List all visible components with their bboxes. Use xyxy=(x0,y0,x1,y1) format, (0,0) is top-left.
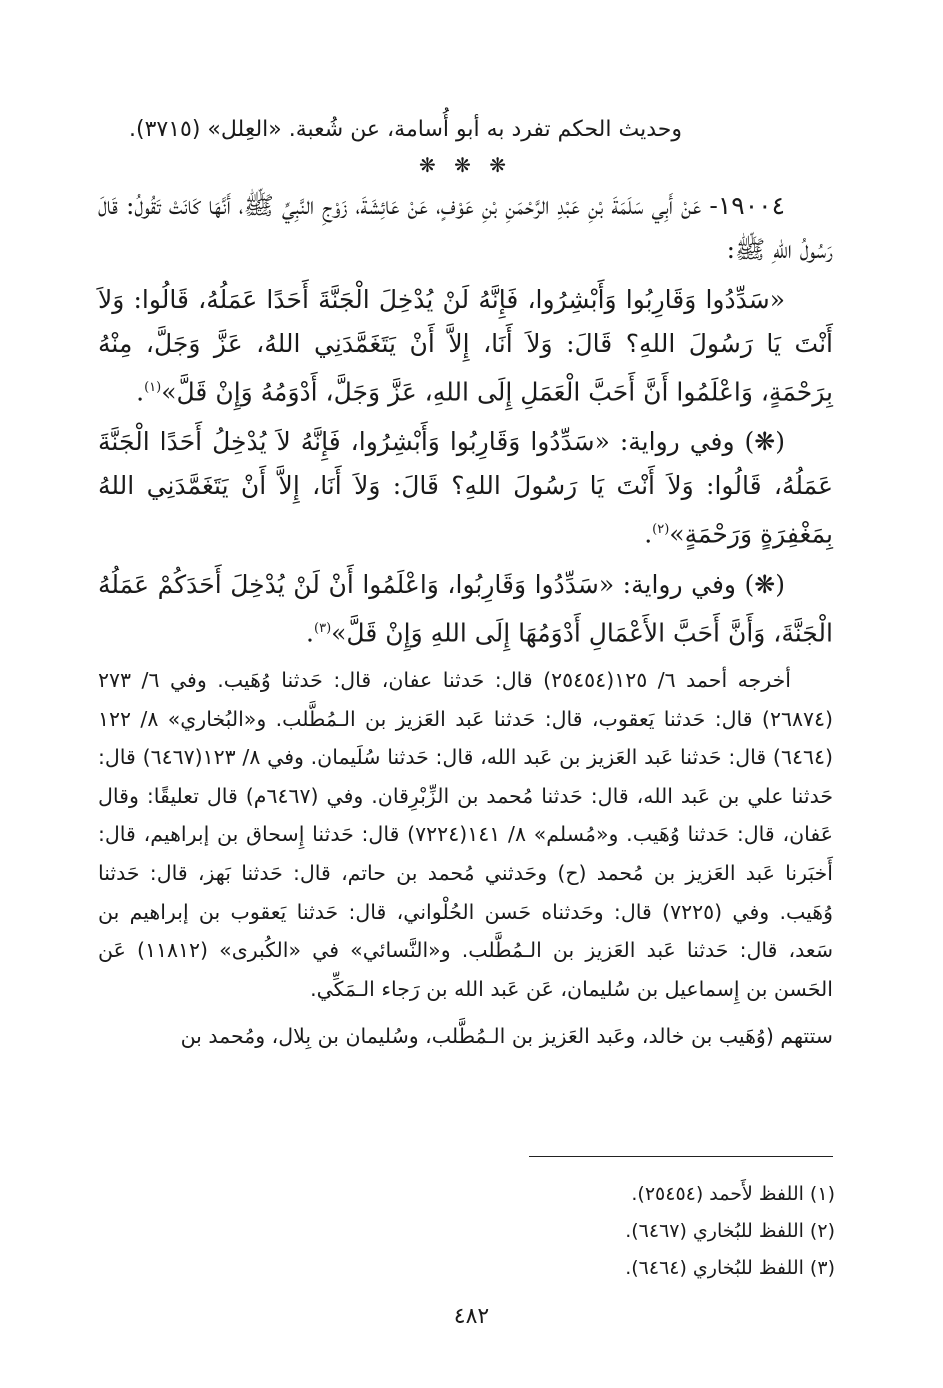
hadith-matn: «سَدِّدُوا وَقَارِبُوا وَأَبْشِرُوا، فَإِنَّهُ لَنْ يُدْخِلَ الْجَنَّةَ أَحَدًا عَمَلُهُ، قَالُوا: وَلاَ أَنْتَ يَا رَسُولَ اللهِ؟ قَالَ: وَلاَ أَنَا، إِلاَّ أَنْ يَتَغَمَّدَنِي اللهُ، عَزَّ وَجَلَّ، مِنْهُ بِرَحْمَةٍ، وَاعْلَمُوا أَنَّ أَحَبَّ الْعَمَلِ إِلَى اللهِ، عَزَّ وَجَلَّ، أَدْوَمُهُ وَإِنْ قَلَّ»$^{(١)}$. xyxy=(98,285,833,407)
footnote-ref-3: (٣) xyxy=(314,620,332,636)
hadith-isnad xyxy=(98,184,833,272)
page-number: ٤٨٢ xyxy=(453,1304,490,1329)
page-body xyxy=(98,112,833,1056)
footnote-separator xyxy=(529,1156,833,1157)
hadith-matn-text: «سَدِّدُوا وَقَارِبُوا وَأَبْشِرُوا، فَإِنَّهُ لَنْ يُدْخِلَ الْجَنَّةَ أَحَدًا عَمَلُهُ، قَالُوا: وَلاَ أَنْتَ يَا رَسُولَ اللهِ؟ قَالَ: وَلاَ أَنَا، إِلاَّ أَنْ يَتَغَمَّدَنِي اللهُ، عَزَّ وَجَلَّ، مِنْهُ بِرَحْمَةٍ، وَاعْلَمُوا أَنَّ أَحَبَّ الْعَمَلِ إِلَى اللهِ، عَزَّ وَجَلَّ، أَدْوَمُهُ وَإِنْ قَلَّ» xyxy=(98,285,833,407)
riwaya-1: (❋) وفي رواية: «سَدِّدُوا وَقَارِبُوا وَأَبْشِرُوا، فَإِنَّهُ لاَ يُدْخِلُ أَحَدًا الْجَنَّةَ عَمَلُهُ، قَالُوا: وَلاَ أَنْتَ يَا رَسُولَ اللهِ؟ قَالَ: وَلاَ أَنَا، إِلاَّ أَنْ يَتَغَمَّدَنِي اللهُ بِمَغْفِرَةٍ وَرَحْمَةٍ»$^{(٢)}$. xyxy=(98,427,833,549)
footnote-1: (١) اللفظ لأَحمد (٢٥٤٥٤). xyxy=(631,1183,835,1205)
continuation-line: ستتهم (وُهَيب بن خالد، وعَبد العَزيز بن الـمُطَّلب، وسُليمان بن بِلال، ومُحمد بن xyxy=(180,1024,833,1049)
footnote-ref-2: (٢) xyxy=(652,522,670,538)
riwaya-2: (❋) وفي رواية: «سَدِّدُوا وَقَارِبُوا، وَاعْلَمُوا أَنْ لَنْ يُدْخِلَ أَحَدَكُمْ عَمَلُهُ الْجَنَّةَ، وَأَنَّ أَحَبَّ الأَعْمَالِ أَدْوَمُهَا إِلَى اللهِ وَإِنْ قَلَّ»$^{(٣)}$. xyxy=(98,569,833,647)
footnote-2: (٢) اللفظ للبُخاري (٦٤٦٧). xyxy=(625,1220,835,1242)
section-separator-stars: ❋ ❋ ❋ xyxy=(419,153,512,177)
takhrij-paragraph: أخرجه أحمد ٦/ ١٢٥(٢٥٤٥٤) قال: حَدثنا عفان، قال: حَدثنا وُهَيب. وفي ٦/ ٢٧٣ (٢٦٨٧٤) قال: حَدثنا يَعقوب، قال: حَدثنا عَبد العَزيز بن الـمُطَّلب. و«البُخاري» ٨/ ١٢٢ (٦٤٦٤) قال: حَدثنا عَبد العَزيز بن عَبد الله، قال: حَدثنا سُلَيمان. وفي ٨/ ١٢٣(٦٤٦٧) قال: حَدثنا علي بن عَبد الله، قال: حَدثنا مُحمد بن الزِّبْرِقان. وفي (٦٤٦٧م) قال تعليقًا: وقال عَفان، قال: حَدثنا وُهَيب. و«مُسلم» ٨/ ١٤١(٧٢٢٤) قال: حَدثنا إِسحاق بن إبراهيم، قال: أَخبَرنا عَبد العَزيز بن مُحمد (ح) وحَدثني مُحمد بن حاتم، قال: حَدثنا بَهز، قال: حَدثنا وُهَيب. وفي (٧٢٢٥) قال: وحَدثناه حَسن الحُلْواني، قال: حَدثنا يَعقوب بن إبراهيم بن سَعد، قال: حَدثنا عَبد العَزيز بن الـمُطَّلب. و«النَّسائي» في «الكُبرى» (١١٨١٢) عَن الحَسن بن إِسماعيل بن سُليمان، عَن عَبد الله بن رَجاء الـمَكِّي. xyxy=(98,667,834,1001)
footnotes xyxy=(235,1176,835,1287)
riwaya-2-text: (❋) وفي رواية: «سَدِّدُوا وَقَارِبُوا، وَاعْلَمُوا أَنْ لَنْ يُدْخِلَ أَحَدَكُمْ عَمَلُهُ الْجَنَّةَ، وَأَنَّ أَحَبَّ الأَعْمَالِ أَدْوَمُهَا إِلَى اللهِ وَإِنْ قَلَّ» xyxy=(98,569,833,647)
intro-line: وحديث الحكم تفرد به أبو أُسامة، عن شُعبة. «العِلل» (٣٧١٥). xyxy=(129,117,682,142)
hadith-isnad-text: ١٩٠٠٤- عَنْ أَبِي سَلَمَةَ بْنِ عَبْدِ الرَّحْمَنِ بْنِ عَوْفٍ، عَنْ عَائِشَةَ، زَوْجِ النَّبِيِّ ﷺ، أَنَّهَا كَانَتْ تَقُولُ: قَالَ رَسُولُ اللهِ ﷺ: xyxy=(98,191,833,264)
footnote-3: (٣) اللفظ للبُخاري (٦٤٦٤). xyxy=(625,1257,835,1279)
footnote-ref-1: (١) xyxy=(144,380,162,395)
riwaya-1-text: (❋) وفي رواية: «سَدِّدُوا وَقَارِبُوا وَأَبْشِرُوا، فَإِنَّهُ لاَ يُدْخِلُ أَحَدًا الْجَنَّةَ عَمَلُهُ، قَالُوا: وَلاَ أَنْتَ يَا رَسُولَ اللهِ؟ قَالَ: وَلاَ أَنَا، إِلاَّ أَنْ يَتَغَمَّدَنِي اللهُ بِمَغْفِرَةٍ وَرَحْمَةٍ» xyxy=(98,427,833,549)
